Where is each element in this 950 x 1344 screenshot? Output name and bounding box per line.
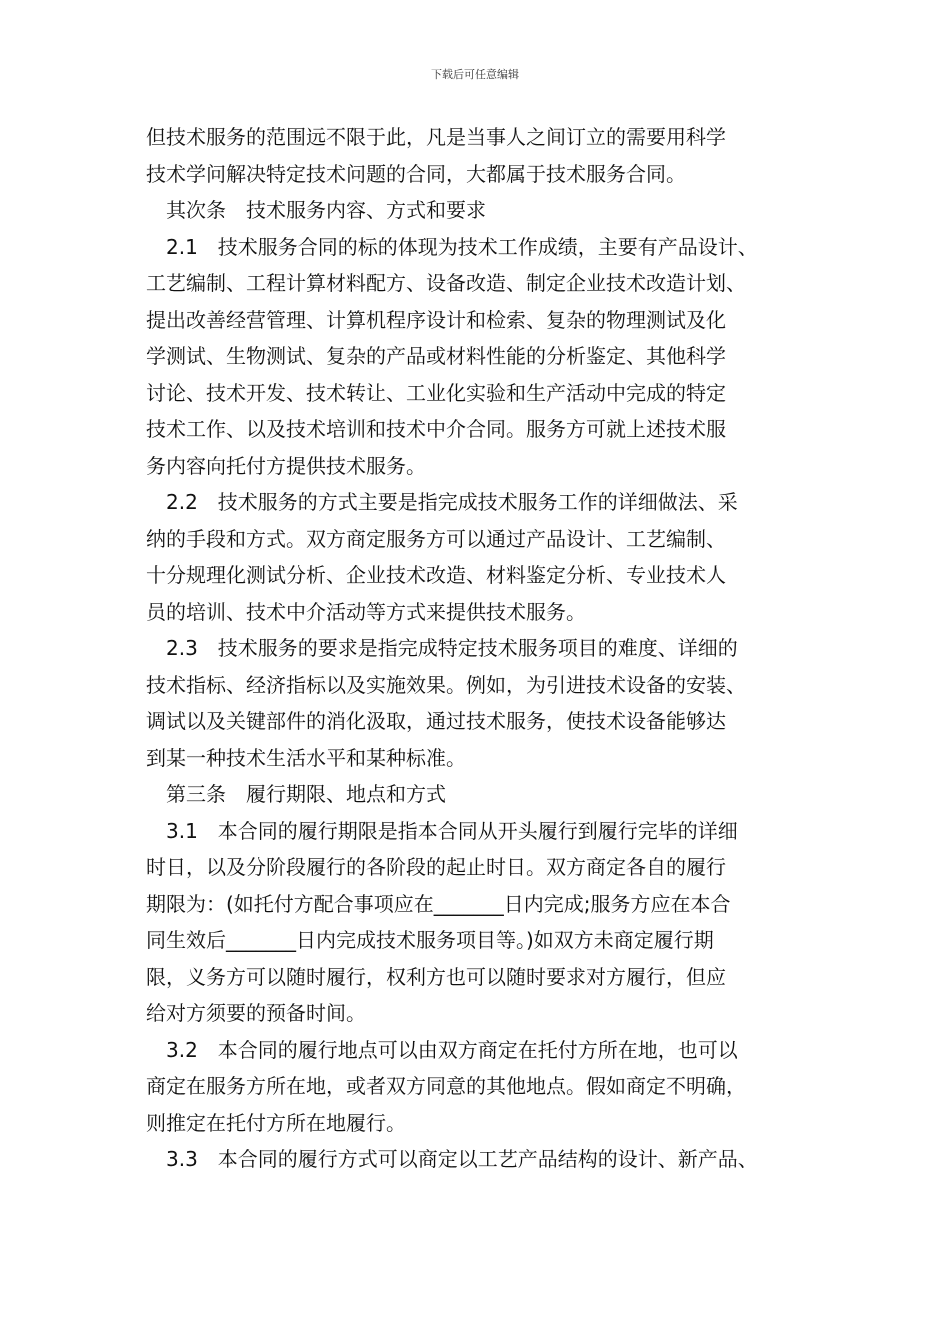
text-line: 技术指标、经济指标以及实施效果。例如，为引进技术设备的安装、 [146, 672, 746, 697]
text-line: 限，义务方可以随时履行，权利方也可以随时要求对方履行，但应 [146, 964, 726, 989]
page-header: 下载后可任意编辑 [431, 68, 519, 81]
text-line: 工艺编制、工程计算材料配方、设备改造、制定企业技术改造计划、 [146, 271, 746, 295]
text-line: 务内容向托付方提供技术服务。 [146, 453, 426, 478]
text-line: 其次条 技术服务内容、方式和要求 [166, 198, 486, 222]
text-line: 3.2 本合同的履行地点可以由双方商定在托付方所在地，也可以 [166, 1037, 738, 1062]
text-line: 3.1 本合同的履行期限是指本合同从开头履行到履行完毕的详细 [166, 818, 738, 843]
text-line: 第三条 履行期限、地点和方式 [166, 782, 446, 806]
text-line: 调试以及关键部件的消化汲取，通过技术服务，使技术设备能够达 [146, 709, 726, 733]
text-line: 纳的手段和方式。双方商定服务方可以通过产品设计、工艺编制、 [146, 526, 726, 551]
text-line: 时日，以及分阶段履行的各阶段的起止时日。双方商定各自的履行 [146, 855, 726, 879]
text-line: 到某一种技术生活水平和某种标准。 [146, 745, 466, 770]
text-line: 2.3 技术服务的要求是指完成特定技术服务项目的难度、详细的 [166, 636, 738, 660]
text-line: 十分规理化测试分析、企业技术改造、材料鉴定分析、专业技术人 [146, 563, 726, 587]
text-line: 2.1 技术服务合同的标的体现为技术工作成绩，主要有产品设计、 [166, 234, 758, 259]
text-line: 2.2 技术服务的方式主要是指完成技术服务工作的详细做法、采 [166, 490, 738, 514]
text-line: 商定在服务方所在地，或者双方同意的其他地点。假如商定不明确， [146, 1074, 746, 1098]
text-line: 员的培训、技术中介活动等方式来提供技术服务。 [146, 599, 586, 624]
text-line: 期限为：(如托付方配合事项应在_______日内完成;服务方应在本合 [146, 891, 731, 916]
text-line: 技术学问解决特定技术问题的合同，大都属于技术服务合同。 [146, 161, 686, 186]
text-line: 给对方须要的预备时间。 [146, 1001, 366, 1025]
text-line: 3.3 本合同的履行方式可以商定以工艺产品结构的设计、新产品、 [166, 1147, 758, 1171]
text-line: 技术工作、以及技术培训和技术中介合同。服务方可就上述技术服 [146, 417, 726, 441]
document-body [146, 124, 826, 1183]
text-line: 讨论、技术开发、技术转让、工业化实验和生产活动中完成的特定 [146, 380, 726, 405]
text-line: 但技术服务的范围远不限于此，凡是当事人之间订立的需要用科学 [146, 125, 726, 149]
text-line: 提出改善经营管理、计算机程序设计和检索、复杂的物理测试及化 [146, 307, 726, 332]
text-line: 则推定在托付方所在地履行。 [146, 1110, 406, 1135]
text-line: 同生效后_______日内完成技术服务项目等。)如双方未商定履行期 [146, 928, 714, 952]
text-line: 学测试、生物测试、复杂的产品或材料性能的分析鉴定、其他科学 [146, 344, 726, 368]
